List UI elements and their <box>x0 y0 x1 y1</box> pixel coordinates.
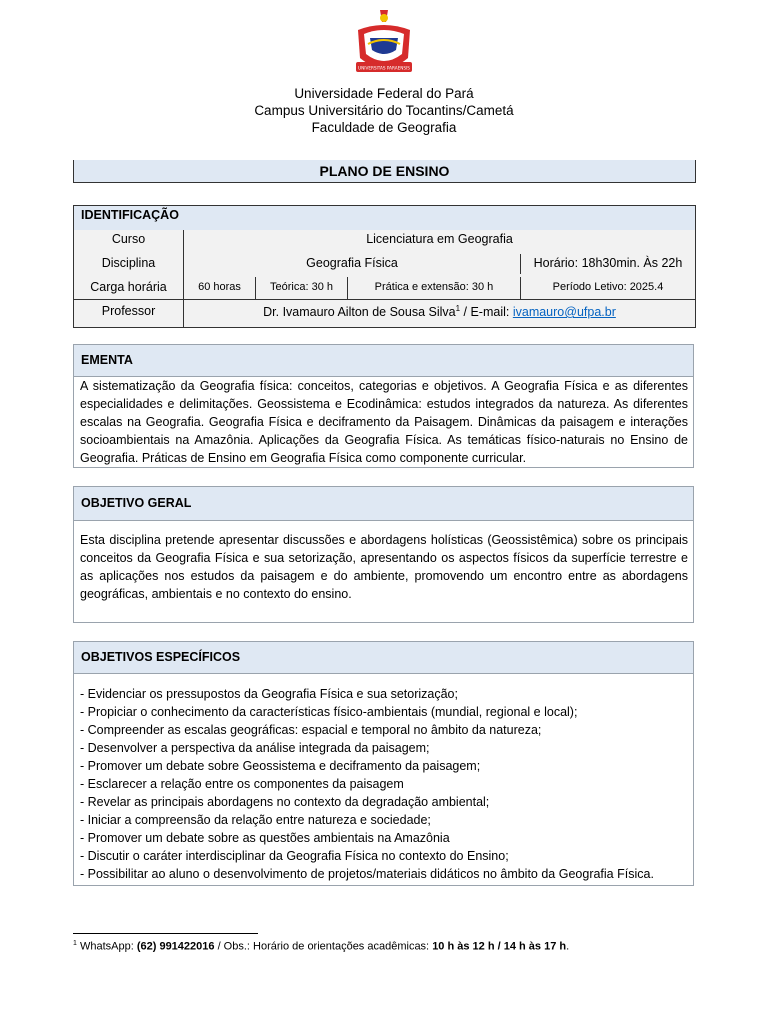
university-name: Universidade Federal do Pará <box>294 86 474 101</box>
whatsapp-label: WhatsApp: <box>76 940 137 953</box>
curso-label: Curso <box>111 232 146 246</box>
identificacao-heading: IDENTIFICAÇÃO <box>74 206 695 230</box>
section-divider <box>73 673 694 674</box>
objetivo-geral-text: Esta disciplina pretende apresentar discussões e abordagens holísticas (Geossistêmica) sobre os principais conceitos da Geografia Física e sua setorização, apresentando os aspectos físicos da superfície terrestre e as aplicações nos estudos da paisagem e do ambiente, promovendo um encontro entre as abordagens geográficas, ambientais e no contexto do ensino. <box>80 533 688 601</box>
professor-name: Dr. Ivamauro Ailton de Sousa Silva <box>263 305 456 320</box>
professor-info <box>184 304 695 319</box>
section-divider <box>73 520 694 521</box>
list-item: - Compreender as escalas geográficas: espacial e temporal no âmbito da natureza; <box>80 723 542 737</box>
carga-label: Carga horária <box>90 280 167 294</box>
list-item: - Propiciar o conhecimento da características físico-ambientais (mundial, regional e local); <box>80 705 578 719</box>
table-row-divider <box>73 299 696 300</box>
list-item: - Possibilitar ao aluno o desenvolvimento de projetos/materiais didáticos no âmbito da Geografia Física. <box>80 867 654 881</box>
curso-value: Licenciatura em Geografia <box>366 232 513 246</box>
professor-email-link[interactable]: ivamauro@ufpa.br <box>512 305 616 320</box>
footnote-reference[interactable]: 1 <box>455 304 461 313</box>
email-label: / E-mail: <box>460 305 513 320</box>
faculty-name: Faculdade de Geografia <box>311 120 457 135</box>
footnote <box>73 940 569 953</box>
list-item: - Desenvolver a perspectiva da análise integrada da paisagem; <box>80 741 430 755</box>
horario-value: Horário: 18h30min. Às 22h <box>533 256 683 270</box>
ementa-text: A sistematização da Geografia física: conceitos, categorias e objetivos. A Geografia Física e as diferentes especialidades e delimitações. Geossistema e Ecodinâmica: estudos integrados da natureza. As diferentes escalas na Geografia. Geografia Física e deciframento da Paisagem. Dinâmicas da paisagem e interações socioambientais na Amazônia. Aplicações da Geografia Física. As temáticas físico-naturais no Ensino de Geografia. Práticas de Ensino em Geografia Física como componente curricular. <box>80 379 688 465</box>
periodo-letivo: Período Letivo: 2025.4 <box>552 281 664 293</box>
list-item: - Evidenciar os pressupostos da Geografia Física e sua setorização; <box>80 687 458 701</box>
obs-label: / Obs.: Horário de orientações acadêmicas: <box>214 940 433 953</box>
whatsapp-number: (62) 991422016 <box>136 940 215 953</box>
university-seal-logo <box>350 8 418 84</box>
footnote-mark: 1 <box>73 940 77 947</box>
svg-text:UNIVERSITAS PARAENSIS: UNIVERSITAS PARAENSIS <box>358 65 410 71</box>
list-item: - Esclarecer a relação entre os componentes da paisagem <box>80 777 404 791</box>
obs-hours: 10 h às 12 h / 14 h às 17 h <box>432 940 567 953</box>
carga-pratica: Prática e extensão: 30 h <box>374 281 494 293</box>
carga-teorica: Teórica: 30 h <box>270 281 333 293</box>
professor-label: Professor <box>101 304 156 318</box>
footnote-end: . <box>566 940 570 953</box>
list-item: - Promover um debate sobre as questões ambientais na Amazônia <box>80 831 450 845</box>
disciplina-label: Disciplina <box>101 256 156 270</box>
list-item: - Promover um debate sobre Geossistema e deciframento da paisagem; <box>80 759 481 773</box>
campus-name: Campus Universitário do Tocantins/Cametá <box>254 103 514 118</box>
list-item: - Discutir o caráter interdisciplinar da Geografia Física no contexto do Ensino; <box>80 849 509 863</box>
disciplina-value: Geografia Física <box>306 256 398 270</box>
ementa-heading: EMENTA <box>74 345 693 376</box>
list-item: - Iniciar a compreensão da relação entre natureza e sociedade; <box>80 813 431 827</box>
list-item: - Revelar as principais abordagens no contexto da degradação ambiental; <box>80 795 490 809</box>
objetivo-geral-heading: OBJETIVO GERAL <box>74 487 693 520</box>
carga-total: 60 horas <box>198 281 241 293</box>
footnote-separator <box>73 933 258 934</box>
page-title: PLANO DE ENSINO <box>73 160 696 183</box>
objetivos-especificos-heading: OBJETIVOS ESPECÍFICOS <box>74 642 693 673</box>
